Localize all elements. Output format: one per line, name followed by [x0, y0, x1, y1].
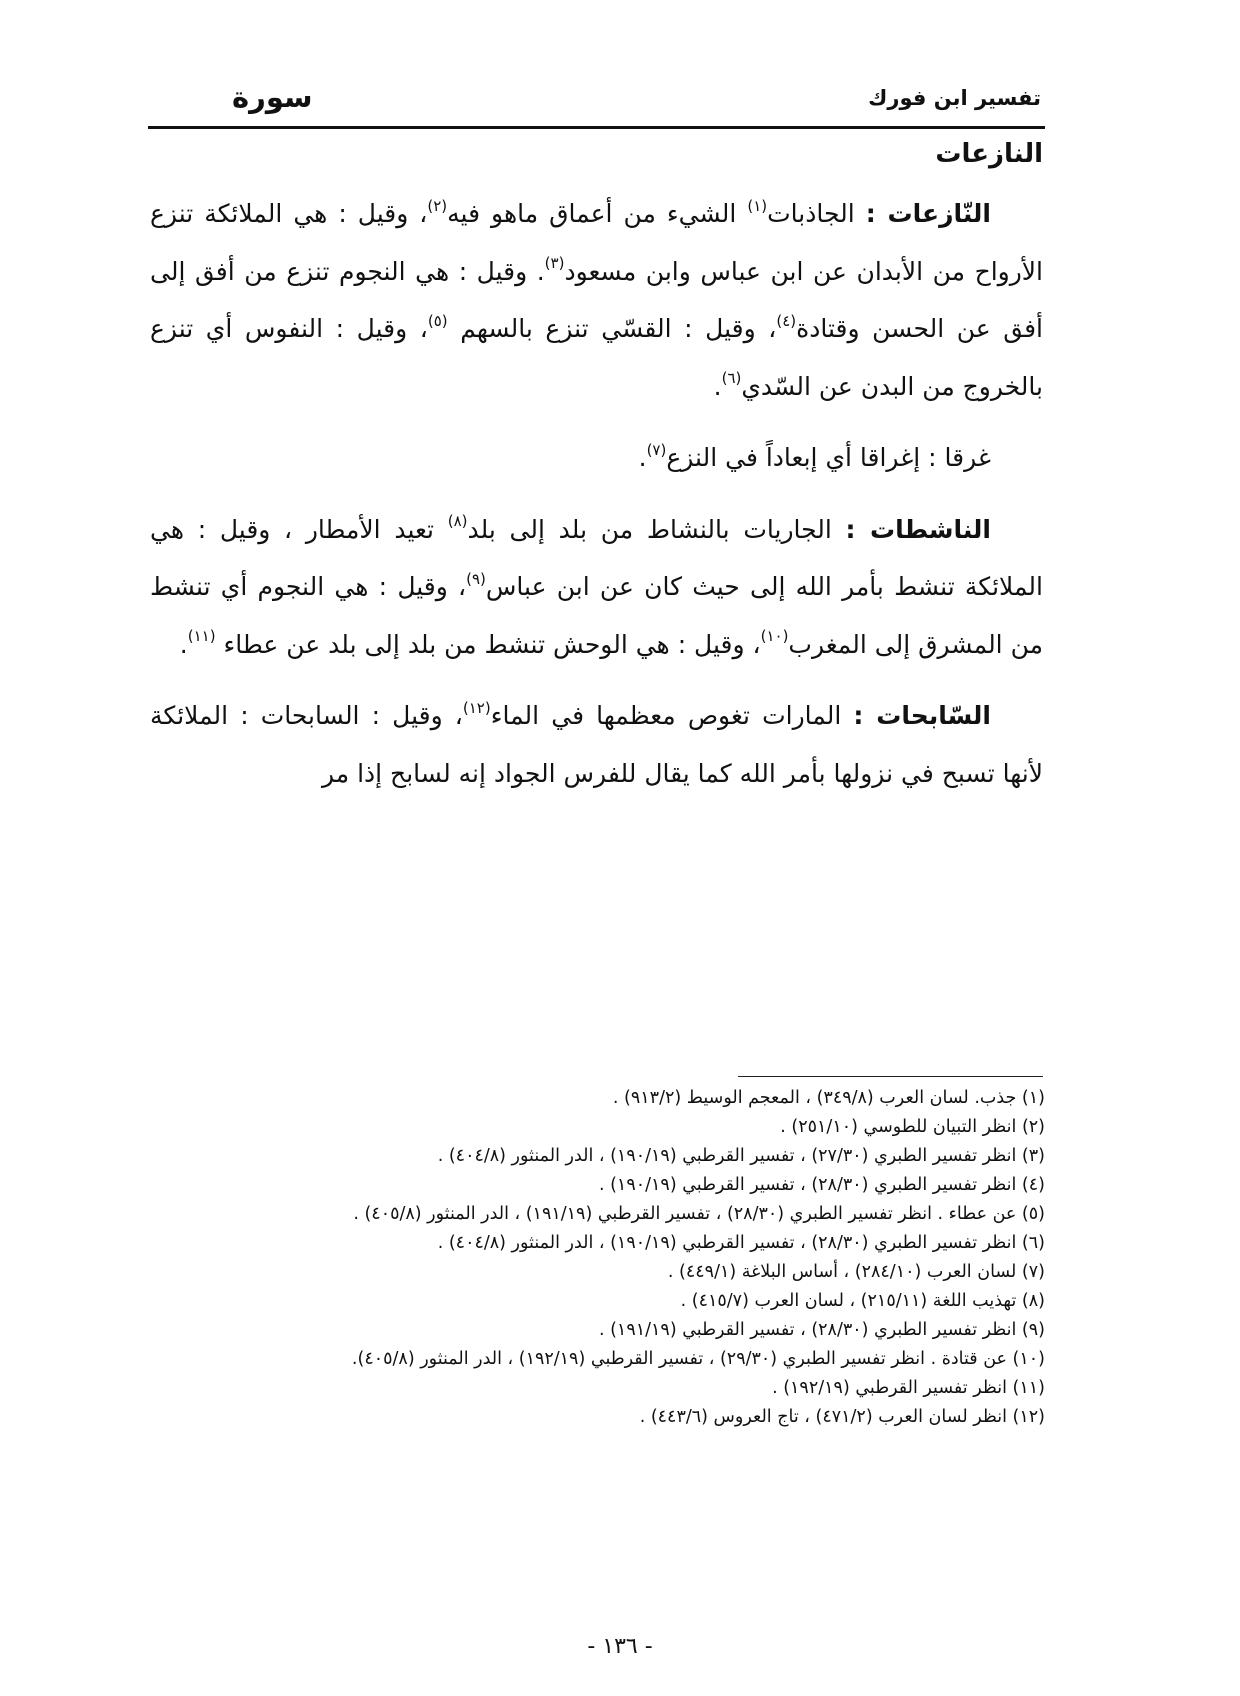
text-run: الجاريات بالنشاط من بلد إلى بلد: [467, 514, 846, 544]
page-number: - ١٣٦ -: [587, 1634, 653, 1659]
text-run: ، وقيل : السابحات : الملائكة لأنها تسبح في نزولها بأمر الله كما يقال للفرس الجواد إنه لسابح إذا مر: [150, 701, 1043, 788]
footnote-marker: (٣): [544, 254, 565, 273]
paragraph-naziat: [150, 185, 1043, 415]
term-heading: الناشطات :: [845, 514, 992, 544]
footnote-item: (١) جذب. لسان العرب (٣٤٩/٨) ، المعجم الوسيط (٩١٣/٢) .: [612, 1088, 1045, 1108]
footnote-marker: (١٠): [760, 627, 789, 646]
footnote-marker: (٤): [776, 311, 797, 330]
text-run: المارات تغوص معظمها في الماء: [490, 701, 854, 730]
paragraph-body: [638, 440, 991, 472]
main-text: [150, 185, 1043, 802]
header-divider: [148, 126, 1045, 129]
text-run: ، وقيل : القسّي تنزع بالسهم: [447, 314, 777, 343]
footnote-item: (١٢) انظر لسان العرب (٤٧١/٢) ، تاج العروس (٤٤٣/٦) .: [639, 1407, 1045, 1427]
text-run: .: [713, 371, 722, 401]
book-title: تفسير ابن فورك: [868, 86, 1041, 110]
footnote-divider: [738, 1076, 1043, 1077]
section-label: سورة: [232, 80, 313, 114]
term-heading: النّازعات :: [865, 199, 992, 228]
paragraph-sabihat: [150, 687, 1043, 802]
footnote-item: (٧) لسان العرب (٢٨٤/١٠) ، أساس البلاغة (٤٤٩/١) .: [667, 1262, 1045, 1282]
paragraph-nashitat: [150, 501, 1043, 674]
term-heading: السّابحات :: [853, 701, 991, 730]
footnote-marker: (٩): [466, 569, 486, 588]
footnote-marker: (٨): [447, 512, 468, 531]
text-run: . وقيل : هي النجوم تنزع من أفق إلى أفق عن الحسن وقتادة: [150, 256, 1044, 343]
footnote-marker: (١١): [187, 627, 216, 646]
paragraph-gharqa: [150, 429, 1043, 487]
footnote-marker: (٥): [427, 311, 448, 330]
paragraph-body: [150, 196, 1044, 401]
footnote-marker: (١): [747, 196, 768, 215]
footnote-marker: (٦): [721, 369, 742, 388]
surah-title: النازعات: [935, 139, 1043, 169]
footnote-item: (٤) انظر تفسير الطبري (٢٨/٣٠) ، تفسير القرطبي (١٩٠/١٩) .: [598, 1175, 1045, 1195]
footnote-marker: (٧): [646, 440, 667, 459]
text-run: غرقا : إغراقا أي إبعاداً في النزع: [666, 443, 991, 472]
text-run: ، وقيل : هي النجوم أي تنشط من المشرق إلى المغرب: [150, 572, 1043, 659]
footnote-marker: (٢): [427, 196, 448, 215]
footnote-item: (٢) انظر التبيان للطوسي (٢٥١/١٠) .: [780, 1117, 1045, 1137]
text-run: .: [638, 443, 647, 472]
footnote-marker: (١٢): [462, 698, 491, 717]
footnote-item: (٦) انظر تفسير الطبري (٢٨/٣٠) ، تفسير القرطبي (١٩٠/١٩) ، الدر المنثور (٤٠٤/٨) .: [437, 1233, 1045, 1253]
footnote-item: (٨) تهذيب اللغة (٢١٥/١١) ، لسان العرب (٤١٥/٧) .: [680, 1291, 1045, 1311]
text-run: ، وقيل : النفوس أي تنزع بالخروج من البدن عن السّدي: [150, 314, 1043, 401]
footnote-item: (١٠) عن قتادة . انظر تفسير الطبري (٢٩/٣٠) ، تفسير القرطبي (١٩٢/١٩) ، الدر المنثور (٤٠٥/٨).: [351, 1349, 1045, 1369]
text-run: الجاذبات: [767, 199, 866, 228]
text-run: الشيء من أعماق ماهو فيه: [447, 199, 748, 228]
text-run: .: [179, 629, 188, 659]
footnotes-list: [148, 1084, 1045, 1432]
text-run: تعيد الأمطار ، وقيل : هي الملائكة تنشط بأمر الله إلى حيث كان عن ابن عباس: [150, 514, 1043, 601]
text-run: ، وقيل : هي الملائكة تنزع الأرواح من الأبدان عن ابن عباس وابن مسعود: [150, 199, 1043, 286]
footnote-item: (٥) عن عطاء . انظر تفسير الطبري (٢٨/٣٠) ، تفسير القرطبي (١٩١/١٩) ، الدر المنثور (٤٠٥/٨) .: [353, 1204, 1045, 1224]
footnote-item: (٩) انظر تفسير الطبري (٢٨/٣٠) ، تفسير القرطبي (١٩١/١٩) .: [598, 1320, 1045, 1340]
running-header: [148, 80, 1045, 124]
footnote-item: (١١) انظر تفسير القرطبي (١٩٢/١٩) .: [772, 1378, 1045, 1398]
footnote-item: (٣) انظر تفسير الطبري (٢٧/٣٠) ، تفسير القرطبي (١٩٠/١٩) ، الدر المنثور (٤٠٤/٨) .: [437, 1146, 1045, 1166]
text-run: ، وقيل : هي الوحش تنشط من بلد إلى بلد عن عطاء: [215, 629, 761, 659]
